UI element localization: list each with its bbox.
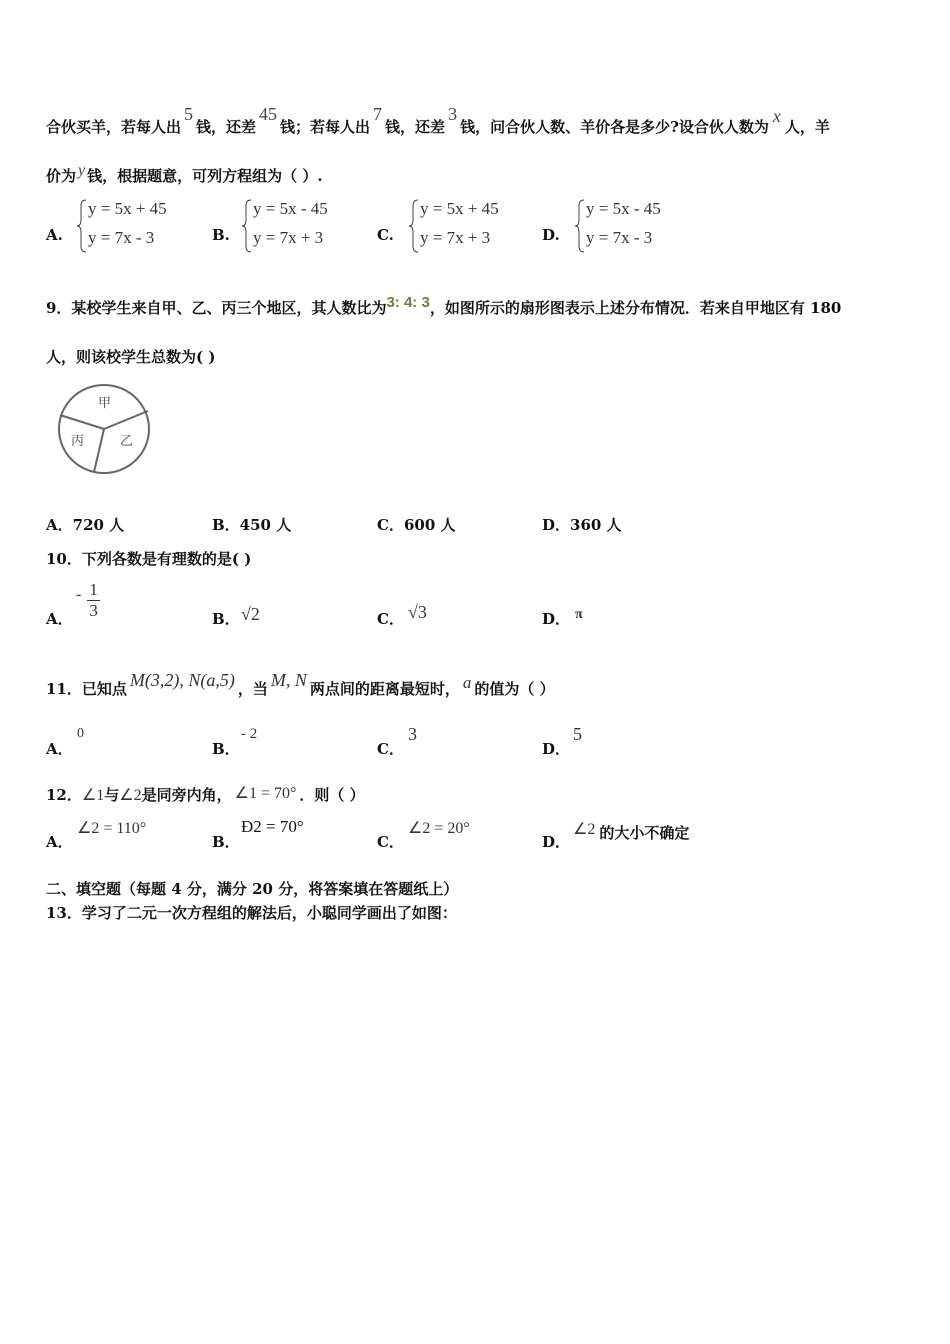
q11-option-d-value: 5 (573, 724, 582, 744)
q10-option-c-label: C． (377, 610, 404, 628)
q8-num-3: 3 (448, 104, 458, 124)
q11-option-c-value: 3 (408, 724, 417, 744)
q12-option-d (573, 822, 689, 843)
q8-var-y: y (78, 162, 86, 179)
q8-text-g: 价为 (46, 167, 77, 185)
q12-option-b-value: Ð2 = 70° (241, 817, 304, 836)
q13-stem: 13．学习了二元一次方程组的解法后，小聪同学画出了如图： (46, 904, 457, 922)
pie-divider-left (60, 415, 104, 429)
q8-text-d: 钱，还差 (385, 118, 446, 136)
q12-text-d: ．则（ ） (299, 786, 365, 804)
q10-a-numerator: 1 (89, 580, 98, 599)
q9-line1 (46, 294, 842, 318)
q12-option-b-label: B． (212, 833, 240, 851)
q8-option-b (241, 198, 351, 254)
pie-divider-bottom (94, 429, 104, 472)
q8-text-h: 钱，根据题意，可列方程组为（ ）. (87, 167, 323, 185)
q11-text-d: 的值为（ ） (474, 680, 555, 698)
q10-option-d-value: π (575, 607, 583, 622)
q8-text-f: 人，羊 (784, 118, 830, 136)
q11-option-a-label: A． (46, 740, 73, 758)
q10-a-denominator: 3 (89, 601, 98, 620)
q8-option-c-label: C. (377, 226, 394, 244)
q12-option-d-value: ∠2 (573, 821, 596, 838)
q9-ratio: 3: 4: 3 (386, 294, 430, 311)
q10-option-a-label: A． (46, 610, 73, 628)
q12-angle2: ∠2 (119, 787, 142, 804)
q12-text-b: 与 (104, 786, 120, 804)
q8-c-eq2: y = 7x + 3 (420, 228, 491, 247)
q9-option-b: B．450 人 (212, 516, 292, 534)
q8-a-eq1: y = 5x + 45 (88, 199, 167, 218)
q8-option-d-label: D. (542, 226, 560, 244)
q10-stem: 10．下列各数是有理数的是( ) (46, 550, 252, 568)
q8-text-a: 合伙买羊，若每人出 (46, 118, 182, 136)
pie-label-jia: 甲 (98, 396, 112, 411)
q8-line1 (46, 104, 830, 137)
q11-points: M(3,2), N(a,5) (129, 670, 235, 690)
q12-text-c: 是同旁内角， (141, 786, 232, 804)
q12-given: ∠1 = 70° (234, 785, 297, 802)
q8-option-d (574, 198, 684, 254)
q12-option-c-value: ∠2 = 20° (408, 820, 470, 837)
q11-option-c-label: C． (377, 740, 404, 758)
q8-num-5: 5 (184, 104, 194, 124)
q10-option-d-label: D． (542, 610, 571, 628)
q12-text-a: 12． (46, 786, 82, 804)
q8-num-7: 7 (373, 104, 383, 124)
q9-option-a: A．720 人 (46, 516, 125, 534)
q12-stem (46, 784, 365, 805)
brace-icon (408, 198, 420, 254)
q11-option-a-value: 0 (77, 726, 84, 741)
q11-option-d-label: D． (542, 740, 571, 758)
q8-var-x: x (772, 106, 781, 126)
q10-a-minus: - (76, 586, 82, 603)
q9-text-b: ，如图所示的扇形图表示上述分布情况．若来自甲地区有 180 (429, 299, 842, 317)
q9-option-d: D．360 人 (542, 516, 622, 534)
q11-stem (46, 670, 555, 699)
q8-text-b: 钱，还差 (196, 118, 257, 136)
q8-text-e: 钱，问合伙人数、羊价各是多少?设合伙人数为 (460, 118, 769, 136)
q8-d-eq1: y = 5x - 45 (586, 199, 661, 218)
q12-option-a-value: ∠2 = 110° (77, 820, 147, 837)
q8-option-c (408, 198, 518, 254)
q12-option-d-label: D． (542, 833, 571, 851)
q11-mn: M, N (270, 670, 307, 690)
brace-icon (574, 198, 586, 254)
q10-option-b-label: B． (212, 610, 240, 628)
q11-option-b-value: - 2 (241, 726, 258, 742)
brace-icon (241, 198, 253, 254)
q8-option-a (76, 198, 186, 254)
q8-a-eq2: y = 7x - 3 (88, 228, 155, 247)
q10-option-b-value: √2 (241, 604, 260, 624)
q8-b-eq1: y = 5x - 45 (253, 199, 328, 218)
q12-option-d-suffix: 的大小不确定 (599, 824, 690, 842)
q12-option-a-label: A． (46, 833, 73, 851)
q11-text-c: 两点间的距离最短时， (309, 680, 460, 698)
q8-text-c: 钱；若每人出 (280, 118, 371, 136)
q10-option-c-value: √3 (408, 602, 427, 622)
pie-chart-figure (56, 383, 154, 477)
pie-label-bing: 丙 (71, 434, 85, 449)
q12-angle1: ∠1 (81, 787, 105, 804)
section-2-title: 二、填空题（每题 4 分，满分 20 分，将答案填在答题纸上） (46, 880, 459, 898)
q8-option-b-label: B. (212, 226, 230, 244)
pie-label-yi: 乙 (120, 434, 134, 449)
q8-line2 (46, 162, 323, 186)
q8-d-eq2: y = 7x - 3 (586, 228, 653, 247)
brace-icon (76, 198, 88, 254)
q9-line2: 人，则该校学生总数为( ) (46, 348, 216, 366)
q10-a-fraction (87, 580, 100, 621)
q10-option-a (76, 580, 100, 621)
q12-option-c-label: C． (377, 833, 404, 851)
q8-num-45: 45 (259, 104, 278, 124)
q8-c-eq1: y = 5x + 45 (420, 199, 499, 218)
q11-var-a: a (462, 673, 472, 692)
q9-option-c: C．600 人 (377, 516, 456, 534)
q8-b-eq2: y = 7x + 3 (253, 228, 324, 247)
q11-text-b: ，当 (237, 680, 268, 698)
q11-option-b-label: B． (212, 740, 240, 758)
q8-option-a-label: A. (46, 226, 63, 244)
q9-text-a: 9．某校学生来自甲、乙、丙三个地区，其人数比为 (46, 299, 387, 317)
q11-text-a: 11．已知点 (46, 680, 127, 698)
pie-divider-right (104, 411, 148, 429)
